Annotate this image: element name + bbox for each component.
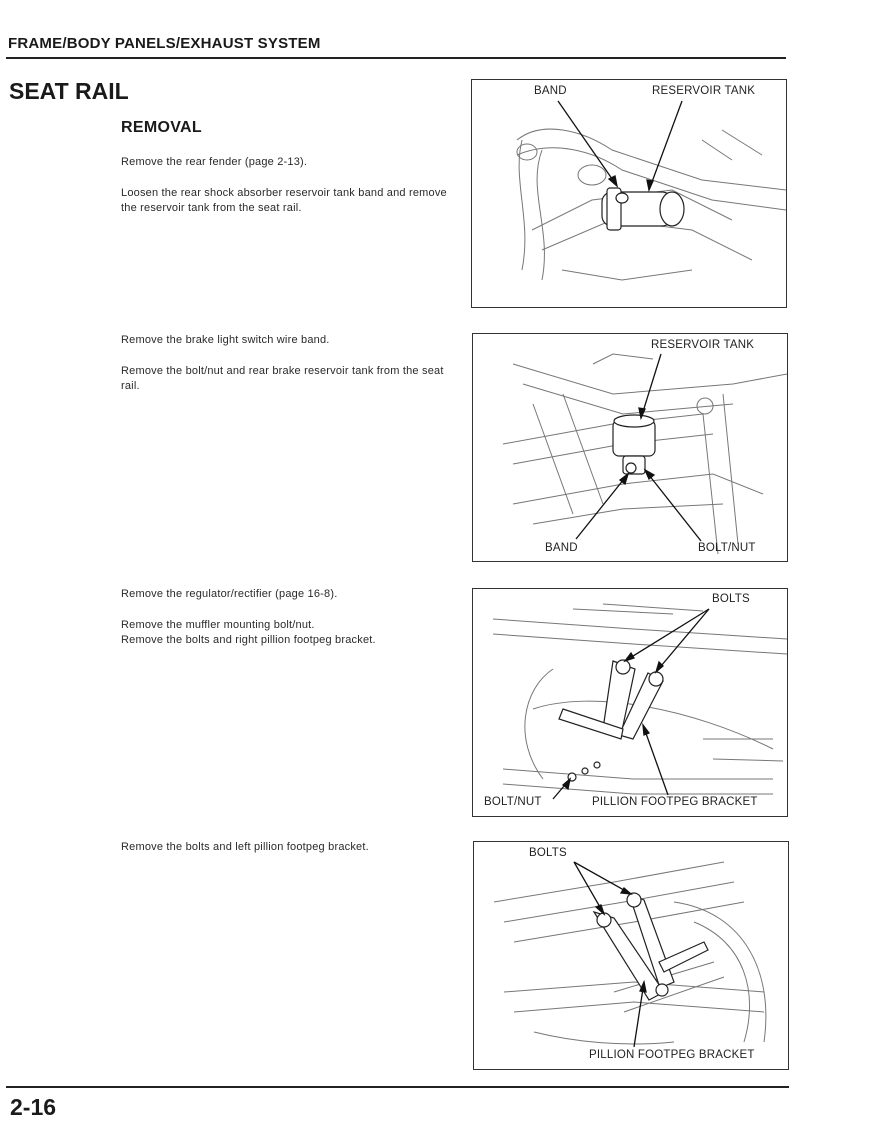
step-2-line-1: Remove the brake light switch wire band. (121, 334, 330, 346)
figure-1-label-reservoir-tank: RESERVOIR TANK (652, 85, 756, 97)
header-rule (6, 57, 786, 59)
figure-3-label-bolts: BOLTS (712, 593, 750, 605)
figure-1-illustration (472, 80, 786, 307)
step-3-line-1: Remove the regulator/rectifier (page 16-8). (121, 588, 338, 600)
figure-4-label-bolts: BOLTS (529, 847, 567, 859)
figure-3-illustration (473, 589, 787, 816)
figure-3-label-bolt-nut: BOLT/NUT (484, 796, 542, 808)
step-3-line-2: Remove the muffler mounting bolt/nut. Remove the bolts and right pillion footpeg bracket. (121, 619, 376, 646)
section-header: FRAME/BODY PANELS/EXHAUST SYSTEM (8, 35, 321, 52)
figure-2-label-reservoir-tank: RESERVOIR TANK (651, 339, 755, 351)
figure-2-label-band: BAND (545, 542, 578, 554)
step-1-line-2: Loosen the rear shock absorber reservoir tank band and remove the reservoir tank from the seat rail. (121, 187, 447, 214)
figure-reservoir-tank-band (471, 79, 787, 308)
page-title: SEAT RAIL (9, 78, 129, 104)
figure-left-pillion-bracket (473, 841, 789, 1070)
figure-right-pillion-bracket (472, 588, 788, 817)
figure-2-label-bolt-nut: BOLT/NUT (698, 542, 756, 554)
figure-1-label-band: BAND (534, 85, 567, 97)
figure-2-illustration (473, 334, 787, 561)
footer-rule (6, 1086, 789, 1088)
figure-reservoir-tank-bolt (472, 333, 788, 562)
step-1-line-1: Remove the rear fender (page 2-13). (121, 156, 308, 168)
figure-3-label-pillion-footpeg-bracket: PILLION FOOTPEG BRACKET (592, 796, 758, 808)
figure-4-illustration (474, 842, 788, 1069)
step-2-line-2: Remove the bolt/nut and rear brake reservoir tank from the seat rail. (121, 365, 444, 392)
step-4-line-1: Remove the bolts and left pillion footpeg bracket. (121, 841, 369, 853)
removal-subtitle: REMOVAL (121, 119, 202, 136)
page-number: 2-16 (10, 1094, 57, 1120)
figure-4-label-pillion-footpeg-bracket: PILLION FOOTPEG BRACKET (589, 1049, 755, 1061)
